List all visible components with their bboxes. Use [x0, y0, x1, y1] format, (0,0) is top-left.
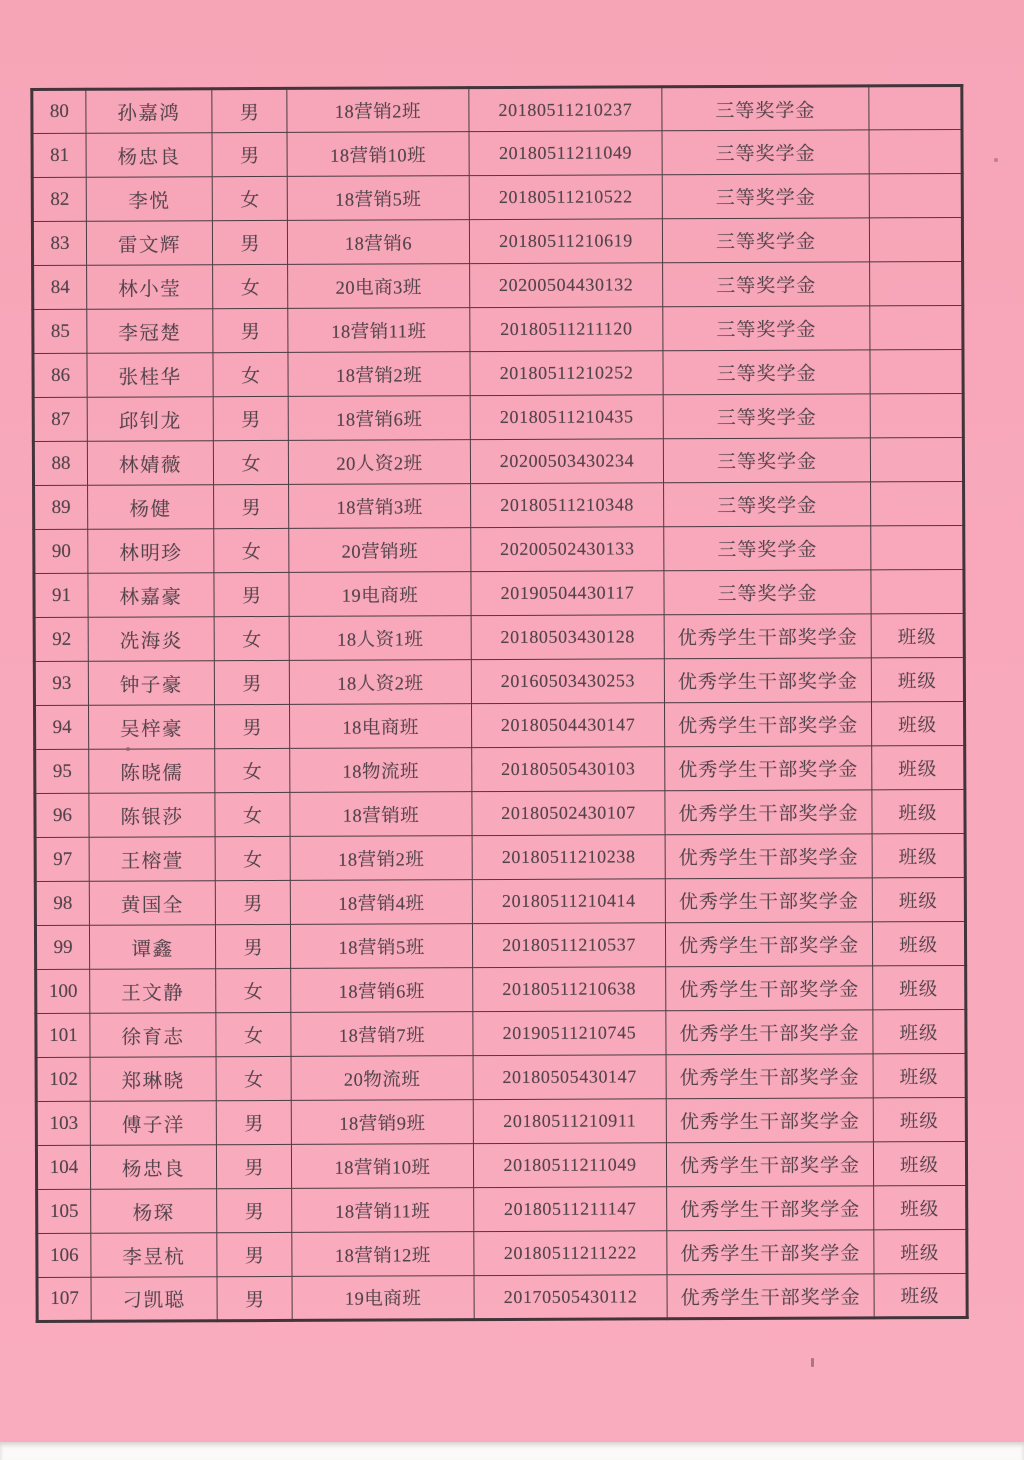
cell-student-id: 20180511210638 — [473, 967, 666, 1012]
cell-award: 优秀学生干部奖学金 — [667, 1186, 874, 1231]
cell-student-id: 20180511211222 — [474, 1231, 667, 1276]
cell-award: 优秀学生干部奖学金 — [664, 614, 871, 659]
cell-student-id: 20160503430253 — [471, 659, 664, 704]
cell-gender: 女 — [213, 264, 288, 308]
cell-award-level: 班级 — [872, 833, 965, 877]
cell-row-number: 89 — [34, 485, 88, 529]
cell-award: 优秀学生干部奖学金 — [664, 658, 871, 703]
cell-class: 18营销9班 — [291, 1100, 473, 1145]
cell-award: 优秀学生干部奖学金 — [665, 922, 872, 967]
cell-student-id: 20180502430107 — [472, 791, 665, 836]
cell-student-id: 20180511210619 — [469, 219, 662, 264]
cell-row-number: 90 — [34, 529, 88, 573]
cell-gender: 男 — [217, 1276, 292, 1320]
cell-student-name: 杨琛 — [91, 1189, 217, 1234]
scan-speck — [126, 747, 130, 751]
cell-class: 19电商班 — [292, 1276, 474, 1321]
cell-student-name: 黄国全 — [89, 881, 215, 926]
cell-class: 18营销11班 — [288, 308, 470, 353]
cell-award: 优秀学生干部奖学金 — [667, 1274, 874, 1319]
cell-award: 优秀学生干部奖学金 — [667, 1230, 874, 1275]
cell-award-level — [869, 85, 962, 129]
table-row — [36, 1097, 966, 1145]
cell-gender: 女 — [213, 352, 288, 396]
cell-award: 优秀学生干部奖学金 — [665, 834, 872, 879]
cell-award-level — [869, 129, 962, 173]
roster-table-body — [32, 85, 967, 1321]
cell-student-id: 20180511210348 — [471, 483, 664, 528]
cell-award-level: 班级 — [873, 1053, 966, 1097]
cell-gender: 男 — [212, 132, 287, 176]
cell-student-name: 李悦 — [86, 177, 212, 222]
cell-gender: 女 — [215, 836, 290, 880]
cell-row-number: 94 — [35, 705, 89, 749]
cell-student-name: 王文静 — [90, 969, 216, 1014]
table-row — [37, 1185, 967, 1233]
cell-gender: 女 — [216, 1012, 291, 1056]
cell-student-id: 20180511210237 — [469, 87, 662, 132]
cell-award-level: 班级 — [874, 1273, 967, 1317]
cell-class: 18电商班 — [290, 704, 472, 749]
cell-award-level — [871, 525, 964, 569]
cell-row-number: 104 — [36, 1145, 90, 1189]
cell-award-level — [870, 393, 963, 437]
cell-class: 19电商班 — [289, 572, 471, 617]
cell-student-name: 冼海炎 — [88, 617, 214, 662]
cell-student-name: 雷文辉 — [86, 221, 212, 266]
cell-student-name: 郑琳晓 — [90, 1057, 216, 1102]
cell-class: 18营销4班 — [290, 880, 472, 925]
cell-award-level — [870, 437, 963, 481]
table-row — [34, 481, 964, 529]
cell-student-id: 20180503430128 — [471, 615, 664, 660]
cell-gender: 男 — [214, 484, 289, 528]
table-row — [36, 1009, 966, 1057]
cell-row-number: 102 — [36, 1057, 90, 1101]
cell-student-id: 20180511211120 — [470, 307, 663, 352]
cell-award-level — [870, 305, 963, 349]
cell-class: 18营销5班 — [287, 176, 469, 221]
cell-student-name: 吴梓豪 — [89, 705, 215, 750]
cell-award-level: 班级 — [872, 877, 965, 921]
cell-award: 三等奖学金 — [663, 350, 870, 395]
cell-gender: 女 — [216, 1056, 291, 1100]
table-row — [32, 85, 962, 133]
cell-student-name: 徐育志 — [90, 1013, 216, 1058]
cell-award: 优秀学生干部奖学金 — [666, 1054, 873, 1099]
cell-gender: 男 — [216, 1144, 291, 1188]
cell-gender: 男 — [217, 1188, 292, 1232]
cell-class: 18营销6 — [287, 220, 469, 265]
cell-student-name: 邱钊龙 — [87, 397, 213, 442]
cell-student-id: 20200504430132 — [470, 263, 663, 308]
cell-gender: 男 — [215, 880, 290, 924]
cell-row-number: 97 — [35, 837, 89, 881]
cell-award-level — [870, 261, 963, 305]
cell-class: 20人资2班 — [288, 440, 470, 485]
cell-gender: 男 — [212, 88, 287, 132]
cell-award: 优秀学生干部奖学金 — [665, 746, 872, 791]
cell-award-level: 班级 — [874, 1185, 967, 1229]
cell-student-id: 20200502430133 — [471, 527, 664, 572]
cell-class: 20物流班 — [291, 1056, 473, 1101]
table-row — [32, 129, 962, 177]
cell-row-number: 105 — [37, 1189, 91, 1233]
cell-student-name: 傅子洋 — [90, 1101, 216, 1146]
cell-student-id: 20180511210522 — [469, 175, 662, 220]
cell-award-level: 班级 — [873, 965, 966, 1009]
scan-bottom-edge — [0, 1442, 1024, 1460]
cell-award: 三等奖学金 — [662, 174, 869, 219]
cell-class: 18营销10班 — [287, 132, 469, 177]
cell-student-name: 李冠楚 — [87, 309, 213, 354]
cell-student-name: 杨健 — [88, 485, 214, 530]
cell-award: 优秀学生干部奖学金 — [665, 790, 872, 835]
cell-class: 18营销5班 — [290, 924, 472, 969]
cell-row-number: 85 — [33, 309, 87, 353]
cell-class: 18营销6班 — [291, 968, 473, 1013]
cell-row-number: 84 — [33, 265, 87, 309]
cell-gender: 男 — [217, 1232, 292, 1276]
cell-award-level — [870, 349, 963, 393]
cell-award-level: 班级 — [872, 789, 965, 833]
cell-row-number: 107 — [37, 1277, 91, 1321]
cell-award-level: 班级 — [874, 1229, 967, 1273]
cell-student-id: 20180511211049 — [469, 131, 662, 176]
cell-gender: 女 — [215, 748, 290, 792]
cell-student-id: 20190504430117 — [471, 571, 664, 616]
cell-student-name: 陈晓儒 — [89, 749, 215, 794]
cell-award-level — [869, 217, 962, 261]
cell-gender: 男 — [213, 308, 288, 352]
cell-gender: 男 — [214, 660, 289, 704]
cell-award: 三等奖学金 — [662, 218, 869, 263]
cell-class: 18物流班 — [290, 748, 472, 793]
cell-row-number: 83 — [32, 221, 86, 265]
cell-class: 20营销班 — [289, 528, 471, 573]
cell-gender: 女 — [213, 440, 288, 484]
cell-class: 18营销班 — [290, 792, 472, 837]
cell-row-number: 86 — [33, 353, 87, 397]
cell-row-number: 81 — [32, 133, 86, 177]
cell-award: 三等奖学金 — [663, 394, 870, 439]
cell-student-name: 王榕萱 — [89, 837, 215, 882]
table-row — [35, 877, 965, 925]
cell-award: 优秀学生干部奖学金 — [666, 1098, 873, 1143]
table-row — [34, 613, 964, 661]
cell-student-id: 20190511210745 — [473, 1011, 666, 1056]
cell-class: 18营销2班 — [290, 836, 472, 881]
cell-award-level: 班级 — [871, 701, 964, 745]
cell-row-number: 103 — [36, 1101, 90, 1145]
table-row — [33, 261, 963, 309]
cell-award: 优秀学生干部奖学金 — [666, 966, 873, 1011]
cell-class: 18人资1班 — [289, 616, 471, 661]
cell-row-number: 106 — [37, 1233, 91, 1277]
cell-row-number: 91 — [34, 573, 88, 617]
scholarship-roster-table — [30, 84, 965, 1323]
cell-award-level: 班级 — [873, 1009, 966, 1053]
cell-row-number: 101 — [36, 1013, 90, 1057]
cell-student-id: 20200503430234 — [470, 439, 663, 484]
cell-gender: 女 — [214, 528, 289, 572]
cell-student-id: 20170505430112 — [474, 1275, 667, 1320]
cell-award: 三等奖学金 — [663, 438, 870, 483]
table-row — [35, 921, 965, 969]
cell-student-id: 20180504430147 — [472, 703, 665, 748]
cell-row-number: 92 — [34, 617, 88, 661]
cell-gender: 男 — [214, 572, 289, 616]
table-row — [34, 657, 964, 705]
cell-student-name: 孙嘉鸿 — [86, 89, 212, 134]
cell-gender: 女 — [215, 792, 290, 836]
table-row — [37, 1229, 967, 1277]
cell-award: 三等奖学金 — [664, 570, 871, 615]
cell-student-id: 20180511210238 — [472, 835, 665, 880]
cell-student-name: 李昱杭 — [91, 1233, 217, 1278]
cell-gender: 男 — [215, 704, 290, 748]
table-row — [33, 393, 963, 441]
scan-speck — [811, 1358, 814, 1367]
cell-award-level: 班级 — [871, 657, 964, 701]
cell-student-id: 20180505430147 — [473, 1055, 666, 1100]
cell-class: 20电商3班 — [288, 264, 470, 309]
cell-student-id: 20180511210414 — [472, 879, 665, 924]
table-row — [32, 173, 962, 221]
table-row — [35, 701, 965, 749]
table-row — [35, 833, 965, 881]
cell-student-name: 林小莹 — [87, 265, 213, 310]
cell-award-level: 班级 — [873, 1141, 966, 1185]
cell-award-level: 班级 — [873, 1097, 966, 1141]
cell-award: 三等奖学金 — [664, 526, 871, 571]
cell-award-level — [871, 569, 964, 613]
cell-class: 18人资2班 — [289, 660, 471, 705]
cell-award-level — [869, 173, 962, 217]
cell-row-number: 82 — [32, 177, 86, 221]
table-row — [34, 569, 964, 617]
cell-student-id: 20180511211147 — [474, 1187, 667, 1232]
cell-gender: 女 — [212, 176, 287, 220]
cell-award: 三等奖学金 — [664, 482, 871, 527]
cell-student-name: 林婧薇 — [87, 441, 213, 486]
cell-student-name: 谭鑫 — [89, 925, 215, 970]
table-row — [36, 1053, 966, 1101]
cell-student-name: 刁凯聪 — [91, 1277, 217, 1322]
cell-award: 优秀学生干部奖学金 — [664, 702, 871, 747]
table-row — [34, 525, 964, 573]
cell-row-number: 80 — [32, 89, 86, 133]
table-row — [37, 1273, 967, 1321]
roster-table — [30, 84, 968, 1323]
table-row — [32, 217, 962, 265]
scan-speck — [994, 158, 998, 162]
cell-row-number: 87 — [33, 397, 87, 441]
cell-award: 优秀学生干部奖学金 — [666, 1142, 873, 1187]
table-row — [33, 349, 963, 397]
table-row — [35, 789, 965, 837]
cell-row-number: 98 — [35, 881, 89, 925]
cell-award: 三等奖学金 — [662, 130, 869, 175]
cell-student-name: 陈银莎 — [89, 793, 215, 838]
cell-student-id: 20180505430103 — [472, 747, 665, 792]
cell-student-id: 20180511210537 — [472, 923, 665, 968]
cell-class: 18营销2班 — [287, 88, 469, 133]
cell-row-number: 99 — [35, 925, 89, 969]
cell-student-id: 20180511210435 — [470, 395, 663, 440]
cell-gender: 女 — [216, 968, 291, 1012]
cell-gender: 男 — [215, 924, 290, 968]
cell-class: 18营销10班 — [291, 1144, 473, 1189]
cell-student-name: 杨忠良 — [86, 133, 212, 178]
cell-student-name: 钟子豪 — [88, 661, 214, 706]
cell-gender: 男 — [216, 1100, 291, 1144]
cell-award-level: 班级 — [872, 921, 965, 965]
cell-gender: 男 — [213, 396, 288, 440]
cell-class: 18营销3班 — [289, 484, 471, 529]
cell-award: 优秀学生干部奖学金 — [666, 1010, 873, 1055]
cell-student-name: 杨忠良 — [90, 1145, 216, 1190]
cell-row-number: 95 — [35, 749, 89, 793]
table-row — [36, 1141, 966, 1189]
cell-award-level — [871, 481, 964, 525]
cell-class: 18营销6班 — [288, 396, 470, 441]
cell-award-level: 班级 — [871, 613, 964, 657]
table-row — [33, 305, 963, 353]
cell-student-id: 20180511210911 — [473, 1099, 666, 1144]
cell-award: 三等奖学金 — [663, 306, 870, 351]
cell-student-id: 20180511210252 — [470, 351, 663, 396]
cell-award: 优秀学生干部奖学金 — [665, 878, 872, 923]
cell-row-number: 93 — [34, 661, 88, 705]
cell-class: 18营销2班 — [288, 352, 470, 397]
cell-class: 18营销11班 — [292, 1188, 474, 1233]
table-row — [33, 437, 963, 485]
table-row — [36, 965, 966, 1013]
cell-gender: 男 — [212, 220, 287, 264]
cell-row-number: 96 — [35, 793, 89, 837]
cell-student-id: 20180511211049 — [473, 1143, 666, 1188]
cell-award: 三等奖学金 — [663, 262, 870, 307]
cell-student-name: 林嘉豪 — [88, 573, 214, 618]
cell-student-name: 张桂华 — [87, 353, 213, 398]
table-row — [35, 745, 965, 793]
cell-gender: 女 — [214, 616, 289, 660]
cell-award-level: 班级 — [872, 745, 965, 789]
cell-award: 三等奖学金 — [662, 86, 869, 131]
cell-student-name: 林明珍 — [88, 529, 214, 574]
cell-row-number: 88 — [33, 441, 87, 485]
cell-row-number: 100 — [36, 969, 90, 1013]
cell-class: 18营销7班 — [291, 1012, 473, 1057]
cell-class: 18营销12班 — [292, 1232, 474, 1277]
